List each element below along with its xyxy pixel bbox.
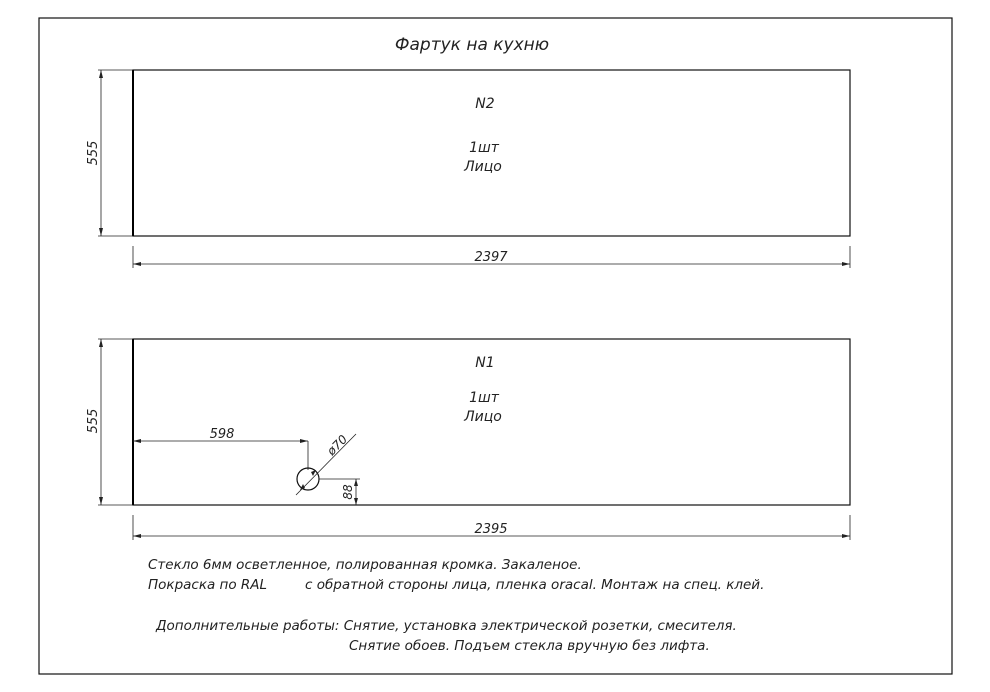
panel-n2-label: N2 [475,96,495,112]
hole-offset-y-dimension [319,479,360,505]
panel-n1-side: Лицо [464,409,502,425]
panel-n2-width-dimension [133,246,850,268]
note-line-3: Дополнительные работы: Снятие, установка электрической розетки, смесителя. [156,618,737,634]
panel-n2-qty: 1шт [469,140,499,156]
note-line-2b: с обратной стороны лица, пленка oracal. Монтаж на спец. клей. [305,577,765,593]
panel-n2-height-dimension [86,70,133,236]
note-line-1: Стекло 6мм осветленное, полированная кромка. Закаленое. [148,557,582,573]
hole-offset-x-label: 598 [209,427,235,442]
note-line-2a: Покраска по RAL [148,577,268,593]
panel-n1-width-label: 2395 [474,522,508,537]
notes [148,557,764,654]
hole-offset-y-label: 88 [341,484,355,500]
panel-n1 [133,339,850,505]
panel-n1-height-dimension [86,339,133,505]
panel-n1-label: N1 [475,355,495,371]
hole-diameter-label: ø70 [324,432,351,459]
panel-n2-side: Лицо [464,159,502,175]
panel-n1-qty: 1шт [469,390,499,406]
panel-n2 [133,70,850,236]
hole-offset-x-dimension [133,427,308,470]
hole-circle [297,468,319,490]
drawing-title: Фартук на кухню [394,35,550,55]
panel-n1-height-label: 555 [86,408,101,434]
panel-n2-width-label: 2397 [474,250,508,265]
panel-n2-height-label: 555 [86,140,101,166]
sheet-frame [39,18,952,674]
panel-n1-width-dimension [133,515,850,540]
note-line-4: Снятие обоев. Подъем стекла вручную без лифта. [349,638,710,654]
